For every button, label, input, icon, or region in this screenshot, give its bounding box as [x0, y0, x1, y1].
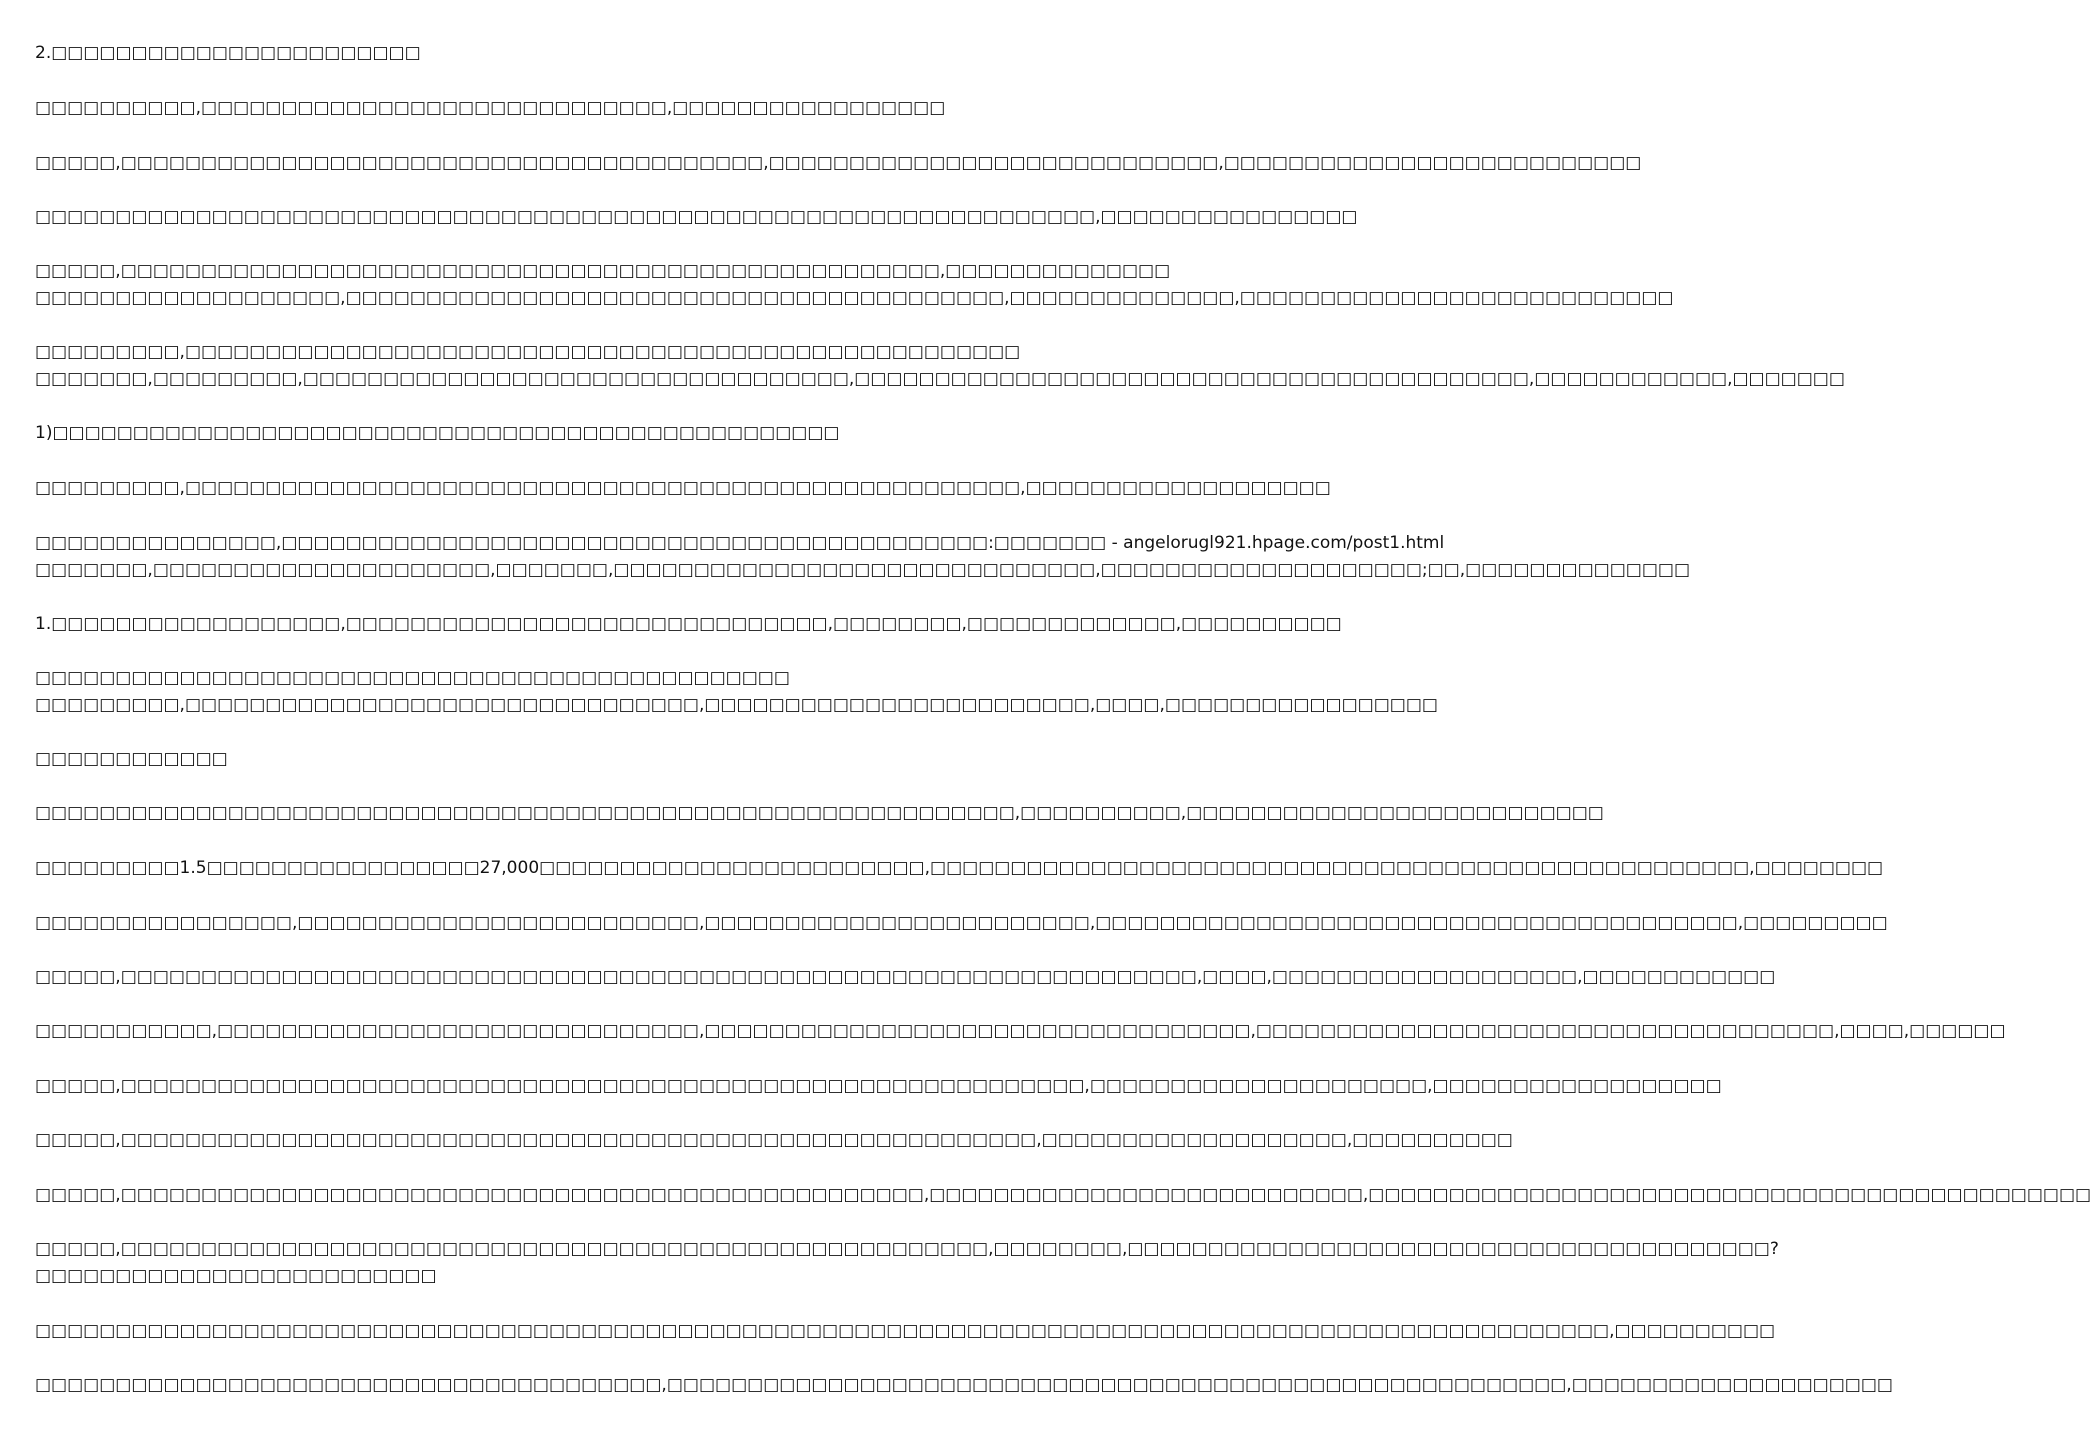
paragraph [35, 95, 990, 122]
text-line: 2.□□□□□□□□□□□□□□□□□□□□□□□ [35, 43, 421, 63]
paragraph [35, 258, 1674, 312]
paragraph [35, 1318, 1776, 1345]
text-line: □□□□□□□□□□□□□□□□□□□□□□□□□□□□□□□□□□□□□□□,□□□□□□□□□□□□□□□□□□□□□□□□□□□□□□□□□□□□□□□□□□□□□□□□□□□□□□□□,□□□□□□□□□□□□□□□□□□□□ [35, 1375, 1893, 1395]
text-line: □□□□□□□□□□□□□□□□□□□□□□□□□□□□□□□□□□□□□□□□□□□□□□□□□□□□□□□□□□□□□□□□□□□□□□□□□□□□□□□□□□□□□□□□□□□□□□□□□□,□□□□□□□□□□ [35, 1321, 1776, 1341]
text-line: □□□□□□□□□□□□□□□□□□□,□□□□□□□□□□□□□□□□□□□□□□□□□□□□□□□□□□□□□□□□□,□□□□□□□□□□□□□□,□□□□□□□□□□□□□□□□□□□□□□□□□□□ [35, 288, 1674, 308]
text-line: □□□□□□□□□□□□□□□□□□□□□□□□□□□□□□□□□□□□□□□□□□□□□□□□□□□□□□□□□□□□□,□□□□□□□□□□,□□□□□□□□□□□□□□□□□□□□□□□□□□ [35, 803, 1604, 823]
paragraph [35, 665, 1438, 719]
paragraph [35, 910, 1888, 937]
text-line: □□□□□,□□□□□□□□□□□□□□□□□□□□□□□□□□□□□□□□□□□□□□□□□□□□□□□□□□□,□□□□□□□□□□□□□□ [35, 261, 1171, 281]
paragraph [35, 1236, 1779, 1290]
paragraph [35, 40, 990, 67]
text-line: □□□□□,□□□□□□□□□□□□□□□□□□□□□□□□□□□□□□□□□□□□□□□□,□□□□□□□□□□□□□□□□□□□□□□□□□□□□,□□□□□□□□□□□□□□□□□□□□□□□□□□ [35, 153, 1642, 173]
paragraph [35, 1127, 1513, 1154]
paragraph [35, 150, 1642, 177]
text-line: □□□□□□□□□□,□□□□□□□□□□□□□□□□□□□□□□□□□□□□□,□□□□□□□□□□□□□□□□□ [35, 98, 946, 118]
text-line: □□□□□□□□□□□□□□□□□□□□□□□□□□□□□□□□□□□□□□□□□□□□□□□□□□□□□□□□□□□□□□□□□□,□□□□□□□□□□□□□□□□ [35, 207, 1358, 227]
text-line: □□□□□□□,□□□□□□□□□□□□□□□□□□□□□,□□□□□□□,□□□□□□□□□□□□□□□□□□□□□□□□□□□□□□,□□□□□□□□□□□□□□□□□□□□;□□,□□□□□□□□□□□□□□ [35, 560, 1691, 580]
paragraph [35, 611, 1342, 638]
text-line: □□□□□□□□□,□□□□□□□□□□□□□□□□□□□□□□□□□□□□□□□□,□□□□□□□□□□□□□□□□□□□□□□□□,□□□□,□□□□□□□□□□□□□□□□□ [35, 695, 1438, 715]
paragraph [35, 855, 1884, 882]
paragraph [35, 530, 1691, 584]
text-line: □□□□□,□□□□□□□□□□□□□□□□□□□□□□□□□□□□□□□□□□□□□□□□□□□□□□□□□□□□□□□□□,□□□□□□□□□□□□□□□□□□□,□□□□□□□□□□ [35, 1130, 1513, 1150]
text-line: □□□□□,□□□□□□□□□□□□□□□□□□□□□□□□□□□□□□□□□□□□□□□□□□□□□□□□□□□□□□,□□□□□□□□,□□□□□□□□□□□□□□□□□□□□□□□□□□□□□□□□□□□□□□□□? [35, 1239, 1779, 1259]
text-line: □□□□□□□□□□□□ [35, 749, 228, 769]
text-line: □□□□□□□□□□□□□□□□□□□□□□□□□ [35, 1266, 437, 1286]
paragraph [35, 420, 990, 447]
paragraph [35, 746, 990, 773]
text-line: 1.□□□□□□□□□□□□□□□□□□,□□□□□□□□□□□□□□□□□□□□□□□□□□□□□□,□□□□□□□□,□□□□□□□□□□□□□,□□□□□□□□□□ [35, 614, 1342, 634]
document-page [35, 0, 2091, 1449]
text-line: 1)□□□□□□□□□□□□□□□□□□□□□□□□□□□□□□□□□□□□□□□□□□□□□□□□□ [35, 423, 840, 443]
paragraph [35, 475, 1331, 502]
paragraph [35, 204, 1358, 231]
text-line: □□□□□,□□□□□□□□□□□□□□□□□□□□□□□□□□□□□□□□□□□□□□□□□□□□□□□□□□□□□□□□□□□□,□□□□□□□□□□□□□□□□□□□□□,□□□□□□□□□□□□□□□□□□ [35, 1076, 1722, 1096]
paragraph [35, 339, 1845, 393]
text-line: □□□□□□□□□□□□□□□,□□□□□□□□□□□□□□□□□□□□□□□□□□□□□□□□□□□□□□□□□□□□:□□□□□□□ - angelorugl921.hpage.com/post1.html [35, 533, 1445, 553]
text-line: □□□□□□□□□□□□□□□□□□□□□□□□□□□□□□□□□□□□□□□□□□□□□□□ [35, 668, 790, 688]
paragraph [35, 800, 1604, 827]
paragraph [35, 1372, 1893, 1399]
paragraph [35, 1018, 2006, 1045]
paragraph [35, 1182, 2091, 1209]
text-line: □□□□□□□□□□□□□□□□,□□□□□□□□□□□□□□□□□□□□□□□□□,□□□□□□□□□□□□□□□□□□□□□□□□,□□□□□□□□□□□□□□□□□□□□□□□□□□□□□□□□□□□□□□□□,□□□□□□□□□ [35, 913, 1888, 933]
paragraph [35, 964, 1776, 991]
paragraph [35, 1073, 1722, 1100]
text-line: □□□□□□□□□1.5□□□□□□□□□□□□□□□□□27,000□□□□□□□□□□□□□□□□□□□□□□□□,□□□□□□□□□□□□□□□□□□□□□□□□□□□□□□□□□□□□□□□□□□□□□□□□□□□,□□□□□□□□ [35, 858, 1884, 878]
text-line: □□□□□□□□□,□□□□□□□□□□□□□□□□□□□□□□□□□□□□□□□□□□□□□□□□□□□□□□□□□□□□ [35, 342, 1021, 362]
text-line: □□□□□,□□□□□□□□□□□□□□□□□□□□□□□□□□□□□□□□□□□□□□□□□□□□□□□□□□□□□□□□□□□□□□□□□□□,□□□□,□□□□□□□□□□□□□□□□□□□,□□□□□□□□□□□□ [35, 967, 1776, 987]
text-line: □□□□□□□,□□□□□□□□□,□□□□□□□□□□□□□□□□□□□□□□□□□□□□□□□□□□,□□□□□□□□□□□□□□□□□□□□□□□□□□□□□□□□□□□□□□□□□□,□□□□□□□□□□□□,□□□□□□□ [35, 369, 1845, 389]
text-line: □□□□□,□□□□□□□□□□□□□□□□□□□□□□□□□□□□□□□□□□□□□□□□□□□□□□□□□□,□□□□□□□□□□□□□□□□□□□□□□□□□□□,□□□□□□□□□□□□□□□□□□□□□□□□□□□□□□□□□□□□□□□□□□□□□ [35, 1185, 2091, 1205]
text-line: □□□□□□□□□□□,□□□□□□□□□□□□□□□□□□□□□□□□□□□□□□,□□□□□□□□□□□□□□□□□□□□□□□□□□□□□□□□□□,□□□□□□□□□□□□□□□□□□□□□□□□□□□□□□□□□□□□,□□□□,□□□□□□ [35, 1021, 2006, 1041]
text-line: □□□□□□□□□,□□□□□□□□□□□□□□□□□□□□□□□□□□□□□□□□□□□□□□□□□□□□□□□□□□□□,□□□□□□□□□□□□□□□□□□□ [35, 478, 1331, 498]
